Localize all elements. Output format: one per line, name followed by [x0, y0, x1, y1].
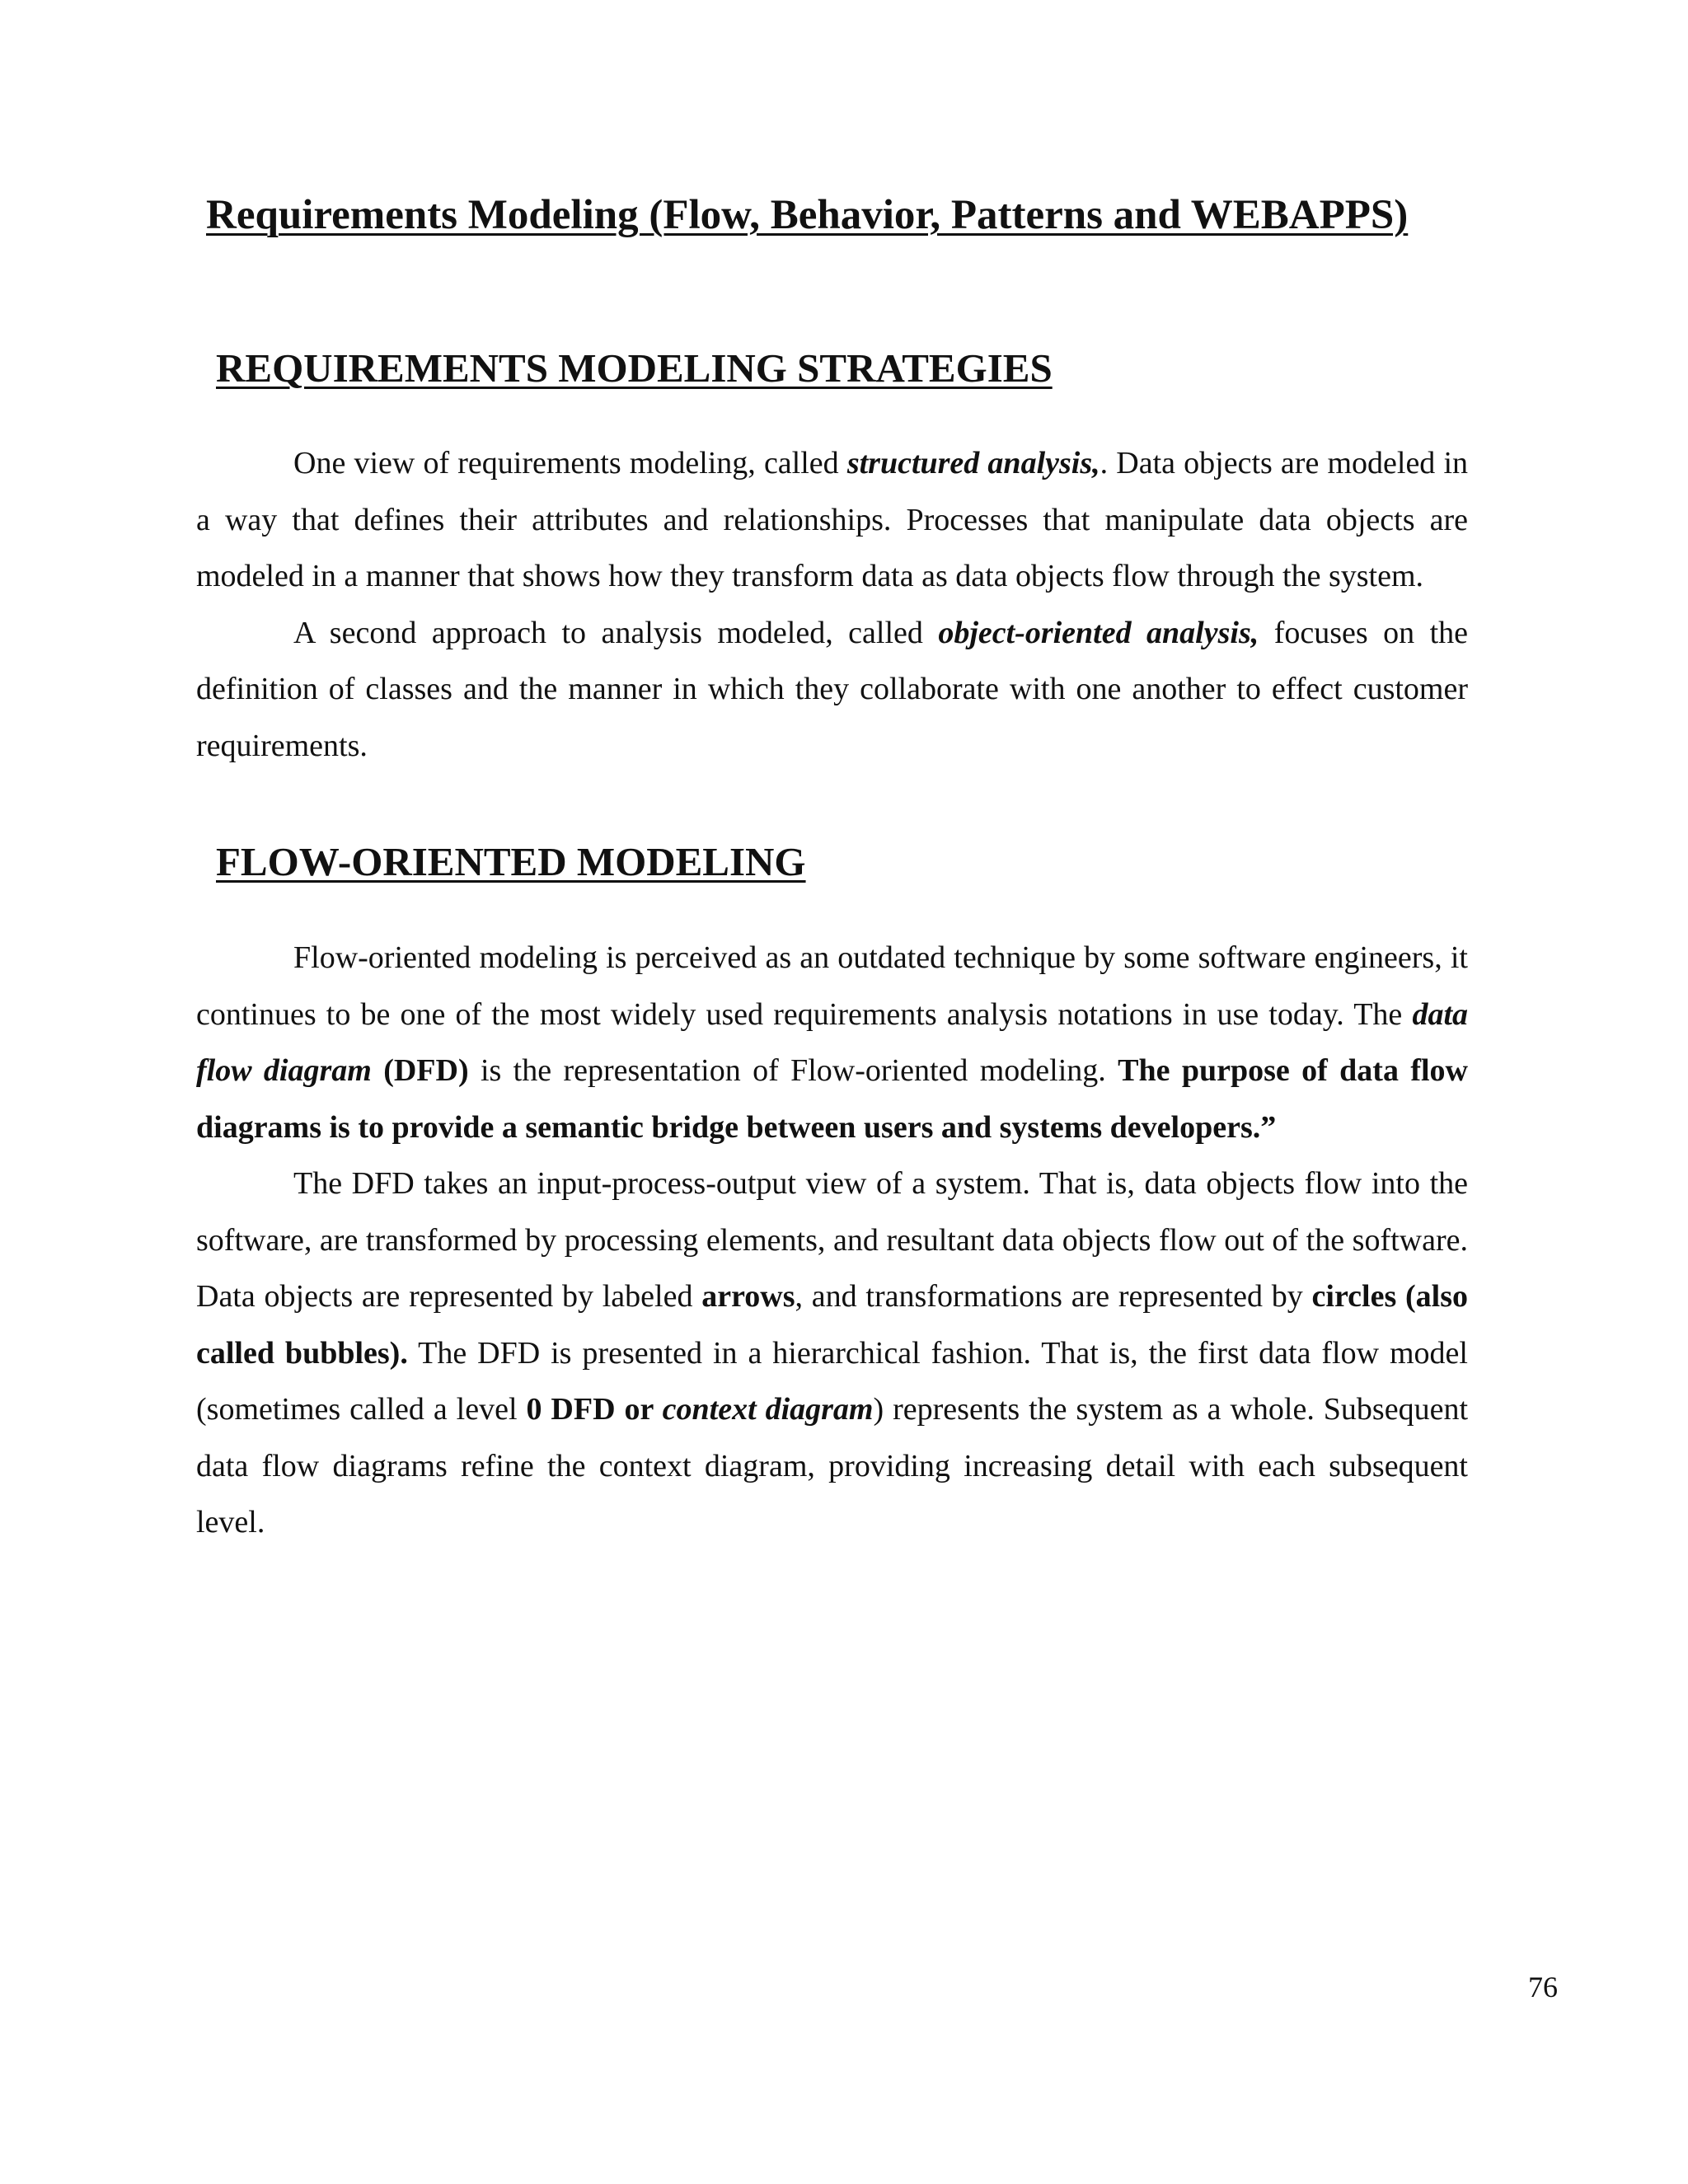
- emphasis-data-flow-diagram: data flow diagram: [196, 996, 1468, 1088]
- text-run: Flow-oriented modeling is perceived as an outdated technique by some software engineers, it continues to be one of the most widely used requirements analysis notations in use today. The: [196, 940, 1468, 1032]
- text-run: ) represents the system as a whole. Subsequent data flow diagrams refine the context diagram, providing increasing detail with each subsequent level.: [196, 1392, 1469, 1540]
- text-run: [372, 1053, 383, 1088]
- text-run: The DFD takes an input-process-output view of a system. That is, data objects flow into the software, are transformed by processing elements, and resultant data objects flow out of the software. Data objects are represented by labeled: [196, 1166, 1468, 1314]
- text-run: A second approach to analysis modeled, called: [293, 615, 939, 650]
- paragraph-structured-analysis: [196, 435, 1468, 605]
- emphasis-circles: circles (also called bubbles).: [196, 1279, 1469, 1371]
- emphasis-arrows: arrows: [701, 1279, 795, 1314]
- text-run: focuses on the definition of classes and the manner in which they collaborate with one another to effect customer requirements.: [196, 615, 1468, 763]
- paragraph-object-oriented-analysis: [196, 605, 1468, 775]
- text-run: One view of requirements modeling, called: [293, 446, 847, 480]
- text-run: . Data objects are modeled in a way that defines their attributes and relationships. Processes that manipulate data objects are modeled in a manner that shows how they transform data as data objects flow through the system.: [196, 446, 1469, 593]
- text-run: The DFD is presented in a hierarchical fashion. That is, the first data flow model (sometimes called a level: [196, 1335, 1468, 1427]
- text-run: is the representation of Flow-oriented modeling.: [468, 1053, 1118, 1088]
- emphasis-structured-analysis: structured analysis,: [846, 446, 1100, 480]
- section-heading-flow-oriented-modeling: FLOW-ORIENTED MODELING: [216, 839, 806, 884]
- emphasis-context-diagram: context diagram: [662, 1392, 874, 1427]
- section-body-flow-oriented: [196, 930, 1468, 1551]
- page-number: 76: [1528, 1971, 1558, 2004]
- emphasis-dfd: (DFD): [383, 1053, 469, 1088]
- section-body-strategies: [196, 435, 1468, 774]
- paragraph-dfd-intro: [196, 930, 1468, 1155]
- paragraph-dfd-details: [196, 1155, 1468, 1551]
- emphasis-dfd-purpose: The purpose of data flow diagrams is to provide a semantic bridge between users and systems developers.”: [196, 1053, 1468, 1145]
- emphasis-object-oriented-analysis: object-oriented analysis,: [938, 615, 1259, 650]
- page-title: Requirements Modeling (Flow, Behavior, Patterns and WEBAPPS): [206, 192, 1409, 238]
- text-run: , and transformations are represented by: [795, 1279, 1312, 1314]
- section-heading-requirements-modeling-strategies: REQUIREMENTS MODELING STRATEGIES: [216, 345, 1053, 391]
- emphasis-level-0-dfd: 0 DFD or: [526, 1392, 663, 1427]
